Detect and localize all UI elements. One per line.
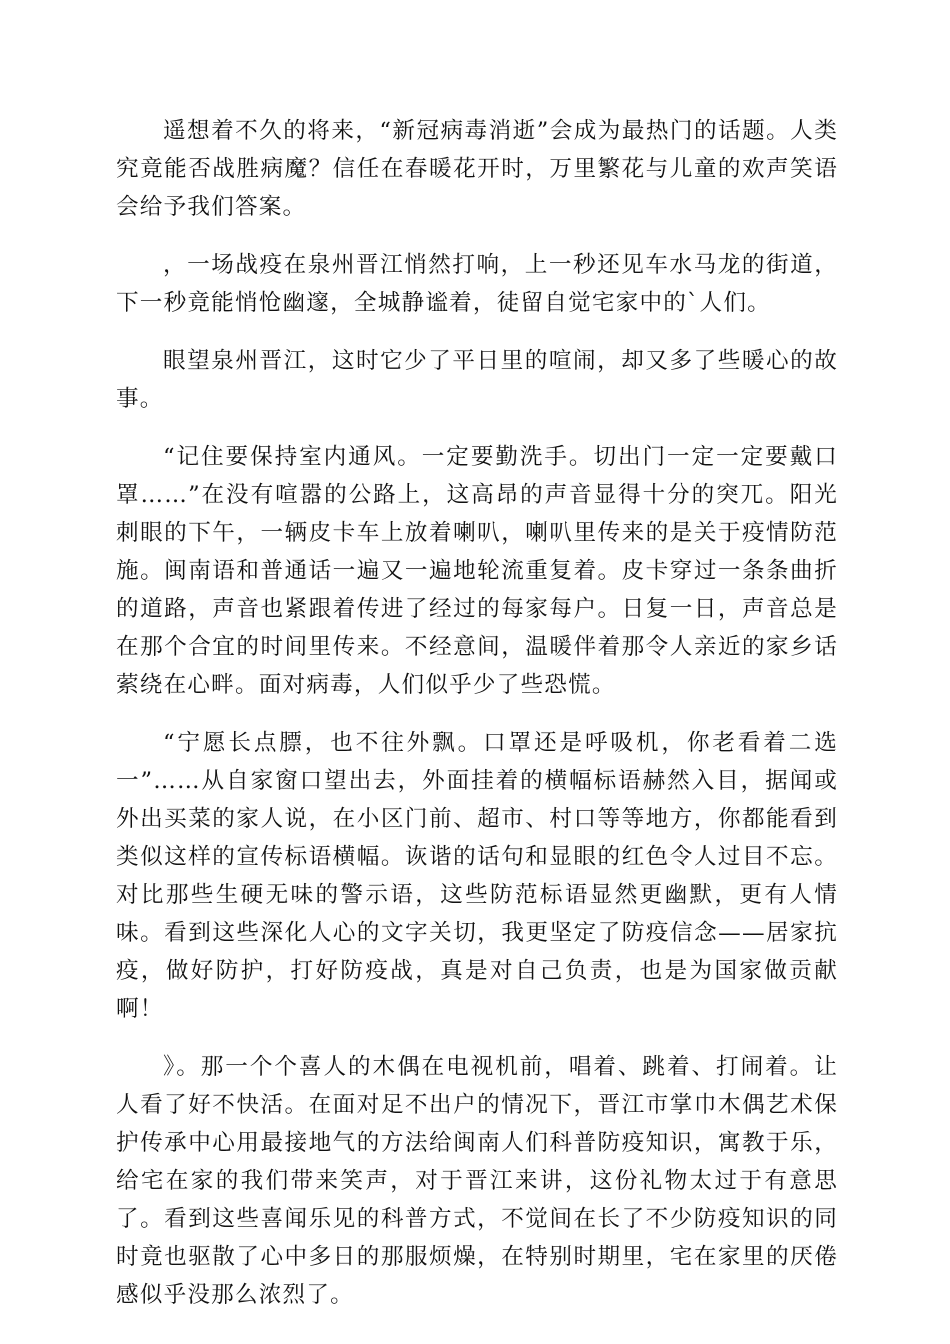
paragraph-3: 眼望泉州晋江，这时它少了平日里的喧闹，却又多了些暖心的故事。: [116, 348, 838, 412]
paragraph-2: ，一场战疫在泉州晋江悄然打响，上一秒还见车水马龙的街道，下一秒竟能悄怆幽邃，全城静谧着，徒留自觉宅家中的`人们。: [116, 252, 838, 316]
paragraph-1: 遥想着不久的将来，“新冠病毒消逝”会成为最热门的话题。人类究竟能否战胜病魔？信任在春暖花开时，万里繁花与儿童的欢声笑语会给予我们答案。: [116, 118, 838, 220]
paragraph-4: “记住要保持室内通风。一定要勤洗手。切出门一定一定要戴口罩……”在没有喧嚣的公路上，这高昂的声音显得十分的突兀。阳光刺眼的下午，一辆皮卡车上放着喇叭，喇叭里传来的是关于疫情防范施。闽南语和普通话一遍又一遍地轮流重复着。皮卡穿过一条条曲折的道路，声音也紧跟着传进了经过的每家每户。日复一日，声音总是在那个合宜的时间里传来。不经意间，温暖伴着那令人亲近的家乡话萦绕在心畔。面对病毒，人们似乎少了些恐慌。: [116, 444, 838, 698]
paragraph-5: “宁愿长点膘，也不往外飘。口罩还是呼吸机，你老看着二选一”……从自家窗口望出去，外面挂着的横幅标语赫然入目，据闻或外出买菜的家人说，在小区门前、超市、村口等等地方，你都能看到类似这样的宣传标语横幅。诙谐的话句和显眼的红色令人过目不忘。对比那些生硬无味的警示语，这些防范标语显然更幽默，更有人情味。看到这些深化人心的文字关切，我更坚定了防疫信念——居家抗疫，做好防护，打好防疫战，真是对自己负责，也是为国家做贡献啊！: [116, 730, 838, 1022]
paragraph-6: 》。那一个个喜人的木偶在电视机前，唱着、跳着、打闹着。让人看了好不快活。在面对足不出户的情况下，晋江市掌巾木偶艺术保护传承中心用最接地气的方法给闽南人们科普防疫知识，寓教于乐，给宅在家的我们带来笑声，对于晋江来讲，这份礼物太过于有意思了。看到这些喜闻乐见的科普方式，不觉间在长了不少防疫知识的同时竟也驱散了心中多日的那服烦燥，在特别时期里，宅在家里的厌倦感似乎没那么浓烈了。: [116, 1054, 838, 1308]
document-body: [116, 112, 838, 1334]
